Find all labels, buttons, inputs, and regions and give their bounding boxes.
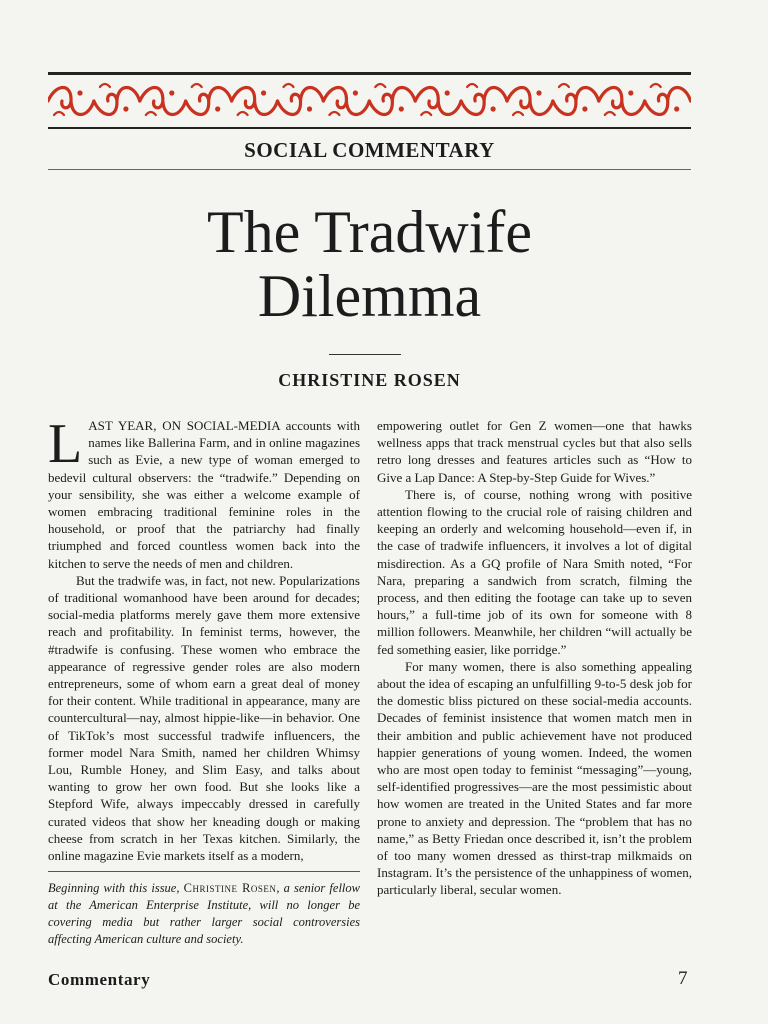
ornament-dot [399, 106, 404, 111]
ornament-leaf [375, 84, 385, 87]
bio-divider [48, 871, 360, 872]
drop-cap: L [48, 413, 83, 475]
ornament-leaf [284, 84, 294, 87]
ornament-scroll [415, 88, 461, 115]
paragraph: But the tradwife was, in fact, not new. Popularizations of traditional womanhood have been around for decades; social-media platforms merely gave them more extensive reach and profitability. In feminist terms, however, the #tradwife is confusing. These women who embrace the appearance of regressive gender roles are also modern entrepreneurs, some of whom earn a great deal of money for their content. While traditional in appearance, many are countercultural—nay, almost hippie-like—in behavior. One of TikTok’s most successful tradwife influencers, the former model Nara Smith, named her children Whimsy Lou, Rumble Honey, and Slim Easy, and talks about wanting to grow her own food. But she looks like a Stepford Wife, always impeccably dressed in carefully curated videos that show her kneading dough or making cheese from scratch in her Texas kitchen. Similarly, the online magazine Evie markets itself as a modern, [48, 572, 360, 864]
ornament-dot [628, 90, 633, 95]
ornament-dot [536, 90, 541, 95]
top-rule-thick [48, 72, 691, 75]
ornament-dot [491, 106, 496, 111]
paragraph-intro [48, 413, 360, 572]
ornament-dot [261, 90, 266, 95]
ornament-scroll [553, 88, 599, 115]
bio-text: , a senior fellow at the American Enterprise Institute, will no longer be covering media but rather larger social controversies affecting American culture and society. [48, 881, 360, 946]
author-bio [48, 880, 360, 948]
ornament-dot [169, 90, 174, 95]
ornament-dot [77, 90, 82, 95]
author-byline: CHRISTINE ROSEN [278, 370, 461, 390]
paragraph: empowering outlet for Gen Z women—one that hawks wellness apps that track menstrual cycles but that also sells retro long dresses and features articles such as “How to Give a Lap Dance: A Step-by-Step Guide for Wives.” [377, 418, 692, 485]
magazine-name: Commentary [48, 970, 151, 989]
ornament-leaf [54, 112, 64, 115]
right-column [377, 417, 692, 899]
ornament-scroll [599, 88, 645, 115]
ornament-dot [307, 106, 312, 111]
ornament-dot [445, 90, 450, 95]
title-line-2: Dilemma [257, 263, 482, 329]
ornament-leaf [651, 84, 661, 87]
left-column [48, 413, 360, 864]
ornament-scroll [278, 88, 324, 115]
title-line-1: The Tradwife [207, 199, 532, 265]
ornament-leaf [192, 84, 202, 87]
page-number: 7 [678, 968, 688, 989]
bio-lead: Beginning with this issue, [48, 881, 184, 895]
ornament-leaf [238, 112, 248, 115]
scroll-ornament-band [48, 78, 691, 124]
ornament-scroll [645, 88, 691, 115]
ornament-scroll [94, 88, 140, 115]
ornament-leaf [605, 112, 615, 115]
ornament-scroll [461, 88, 507, 115]
ornament-dot [582, 106, 587, 111]
ornament-dot [353, 90, 358, 95]
ornament-scroll [507, 88, 553, 115]
ornament-leaf [467, 84, 477, 87]
ornament-scroll [232, 88, 278, 115]
ornament-scroll [140, 88, 186, 115]
ornament-bottom-rule [48, 127, 691, 129]
bio-author-name: Christine Rosen [183, 881, 277, 895]
section-label: SOCIAL COMMENTARY [244, 138, 495, 162]
paragraph-intro-text: AST YEAR, ON SOCIAL-MEDIA accounts with names like Ballerina Farm, and in online magazines such as Evie, a new type of woman emerged to bedevil cultural observers: the “tradwife.” Depending on your sensibility, she was either a welcome example of women embracing traditional feminine roles in the household, or proof that the patriarchy had finally triumphed and forced countless women back into the kitchen to serve the needs of men and children. [48, 418, 360, 571]
ornament-leaf [421, 112, 431, 115]
ornament-leaf [100, 84, 110, 87]
ornament-leaf [559, 84, 569, 87]
ornament-leaf [329, 112, 339, 115]
ornament-leaf [146, 112, 156, 115]
ornament-scroll [48, 88, 94, 115]
article-title [48, 200, 691, 328]
ornament-scroll [186, 88, 232, 115]
ornament-scroll [369, 88, 415, 115]
ornament-scroll [323, 88, 369, 115]
paragraph: There is, of course, nothing wrong with positive attention flowing to the crucial role of raising children and keeping an orderly and welcoming household—even if, in the case of tradwife influencers, it involves a lot of digital misdirection. As a GQ profile of Nara Smith noted, “For Nara, preparing a sandwich from scratch, filming the process, and then editing the footage can take up to seven hours,” a full-time job of its own for someone with 8 million followers. Meanwhile, her children “will actually be fed something easier, like porridge.” [377, 486, 692, 657]
section-rule [48, 169, 691, 170]
paragraph: For many women, there is also something appealing about the idea of escaping an unfulfilling 9-to-5 desk job for the domestic bliss pictured on these social-media accounts. Decades of feminist insistence that women match men in their ambition and public achievement have not produced happier generations of young women. Indeed, the women who are most open today to feminist “messaging”—young, self-identified progressives—are the most pessimistic about how women are treated in the United States and far more prone to anxiety and depression. The “problem that has no name,” as Betty Friedan once described it, isn’t the problem of too many women dressed as thirst-trap milkmaids on Instagram. It’s the persistence of the unhappiness of women, particularly liberal, secular women. [377, 658, 692, 898]
ornament-dot [123, 106, 128, 111]
ornament-dot [215, 106, 220, 111]
title-divider [329, 354, 401, 355]
ornament-dot [674, 106, 679, 111]
ornament-leaf [513, 112, 523, 115]
